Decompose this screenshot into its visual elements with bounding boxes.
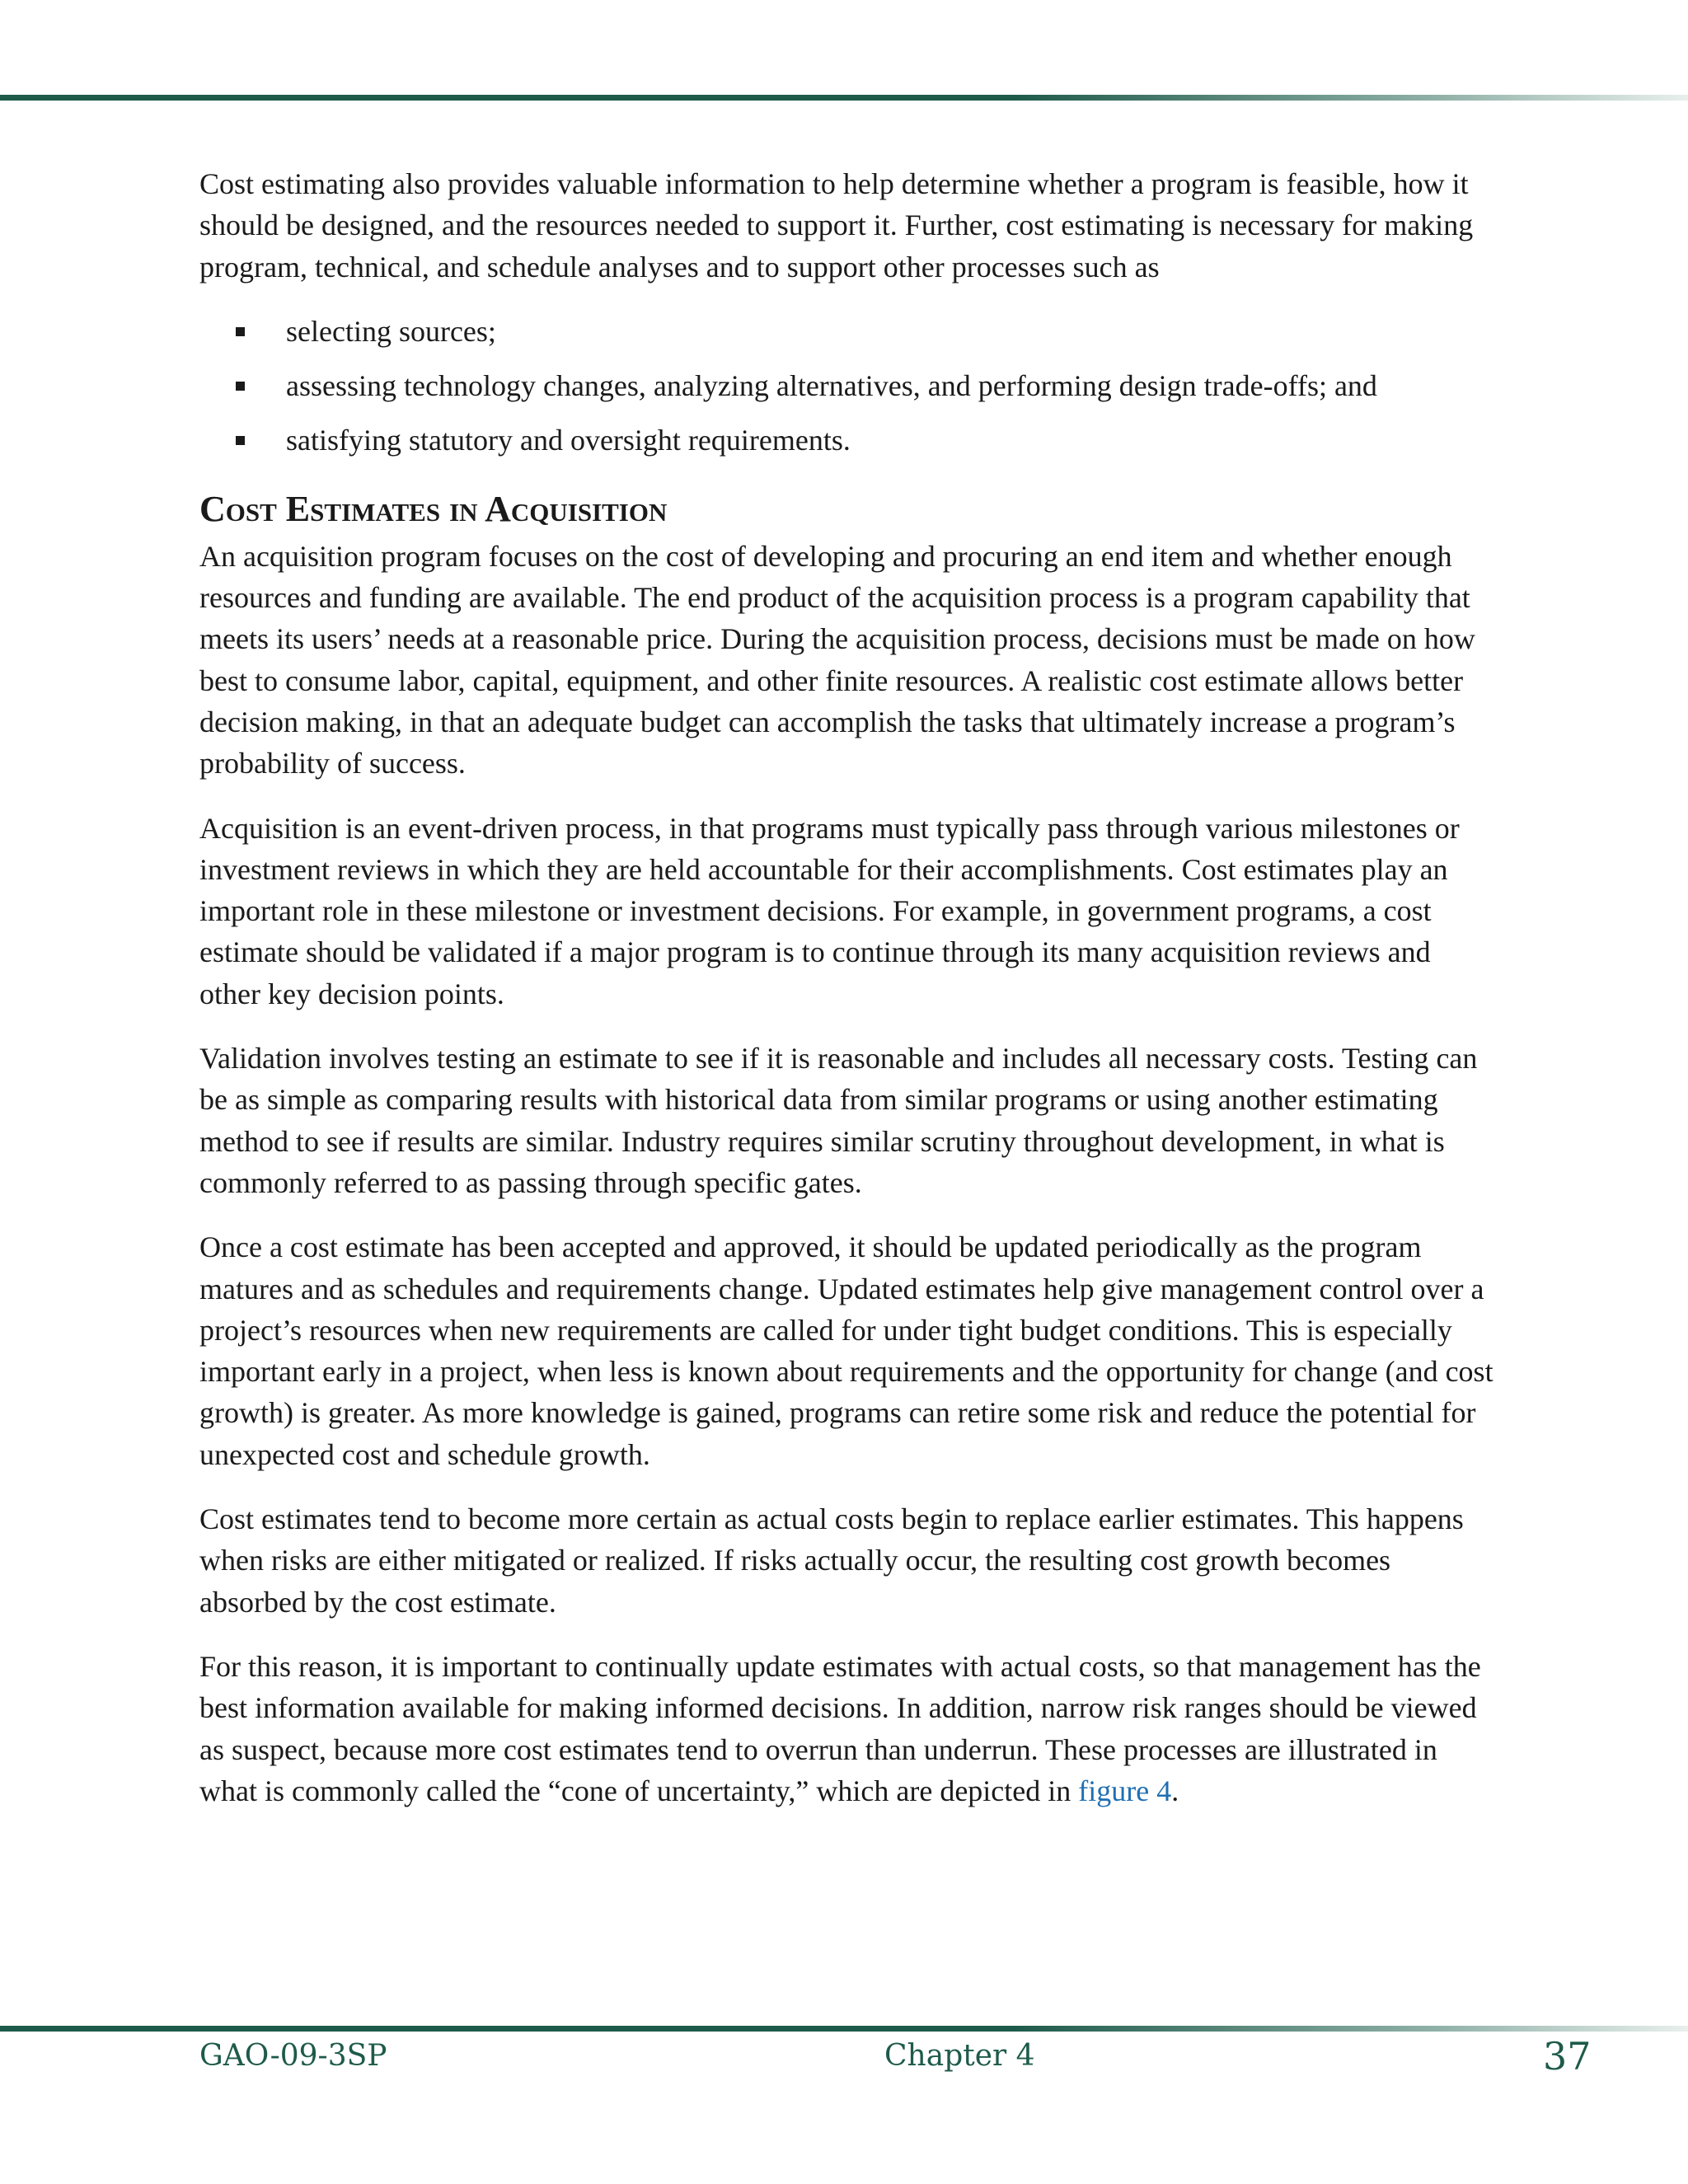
body-paragraph: An acquisition program focuses on the cost of developing and procuring an end item and whether enough resources and funding are available. The end product of the acquisition process is a program capability that meets its users’ needs at a reasonable price. During the acquisition process, decisions must be made on how best to consume labor, capital, equipment, and other finite resources. A realistic cost estimate allows better decision making, in that an adequate budget can accomplish the tasks that ultimately increase a program’s probability of success. (199, 539, 1475, 780)
chapter-label: Chapter 4 (884, 2039, 1035, 2073)
final-paragraph (199, 1646, 1493, 1811)
square-bullet-icon (236, 382, 245, 391)
final-paragraph-end: . (1171, 1774, 1179, 1807)
header-rule (0, 95, 1688, 101)
figure-4-link[interactable]: figure 4 (1078, 1774, 1172, 1807)
footer-rule (0, 2026, 1688, 2032)
bullet-text: assessing technology changes, analyzing alternatives, and performing design trade-offs; and (286, 369, 1377, 403)
section-heading: Cost Estimates in Acquisition (199, 488, 668, 529)
body-paragraph: Acquisition is an event-driven process, in that programs must typically pass through various milestones or investment reviews in which they are held accountable for their accomplishments. Cost estimates play an important role in these milestone or investment decisions. For example, in government programs, a cost estimate should be validated if a major program is to continue through its many acquisition reviews and other key decision points. (199, 811, 1460, 1010)
body-paragraph: Once a cost estimate has been accepted and approved, it should be updated periodically as the program matures and as schedules and requirements change. Updated estimates help give management control over a project’s resources when new requirements are called for under tight budget conditions. This is especially important early in a project, when less is known about requirements and the opportunity for change (and cost growth) is greater. As more knowledge is gained, programs can retire some risk and reduce the potential for unexpected cost and schedule growth. (199, 1230, 1493, 1471)
page-number: 37 (1543, 2034, 1592, 2079)
page-footer (0, 2034, 1688, 2083)
bullet-text: satisfying statutory and oversight requirements. (286, 424, 851, 457)
bullet-text: selecting sources; (286, 314, 496, 348)
bullet-item (199, 419, 1493, 461)
bullet-item (199, 311, 1493, 352)
bullet-list (199, 311, 1493, 462)
body-paragraph: Validation involves testing an estimate to see if it is reasonable and includes all necessary costs. Testing can be as simple as comparing results with historical data from similar programs or using another estimating method to see if results are similar. Industry requires similar scrutiny throughout development, in what is commonly referred to as passing through specific gates. (199, 1042, 1478, 1199)
square-bullet-icon (236, 327, 245, 336)
final-paragraph-text: For this reason, it is important to continually update estimates with actual costs, so that management has the best information available for making informed decisions. In addition, narrow risk ranges should be viewed as suspect, because more cost estimates tend to overrun than underrun. These processes are illustrated in what is commonly called the “cone of uncertainty,” which are depicted in (199, 1649, 1481, 1807)
page-content (199, 163, 1493, 1835)
document-id: GAO-09-3SP (199, 2039, 387, 2073)
bullet-item (199, 365, 1493, 406)
intro-paragraph: Cost estimating also provides valuable information to help determine whether a program is feasible, how it should be designed, and the resources needed to support it. Further, cost estimating is necessary for making program, technical, and schedule analyses and to support other processes such as (199, 167, 1474, 284)
body-paragraph: Cost estimates tend to become more certain as actual costs begin to replace earlier estimates. This happens when risks are either mitigated or realized. If risks actually occur, the resulting cost growth becomes absorbed by the cost estimate. (199, 1502, 1464, 1619)
square-bullet-icon (236, 436, 245, 445)
